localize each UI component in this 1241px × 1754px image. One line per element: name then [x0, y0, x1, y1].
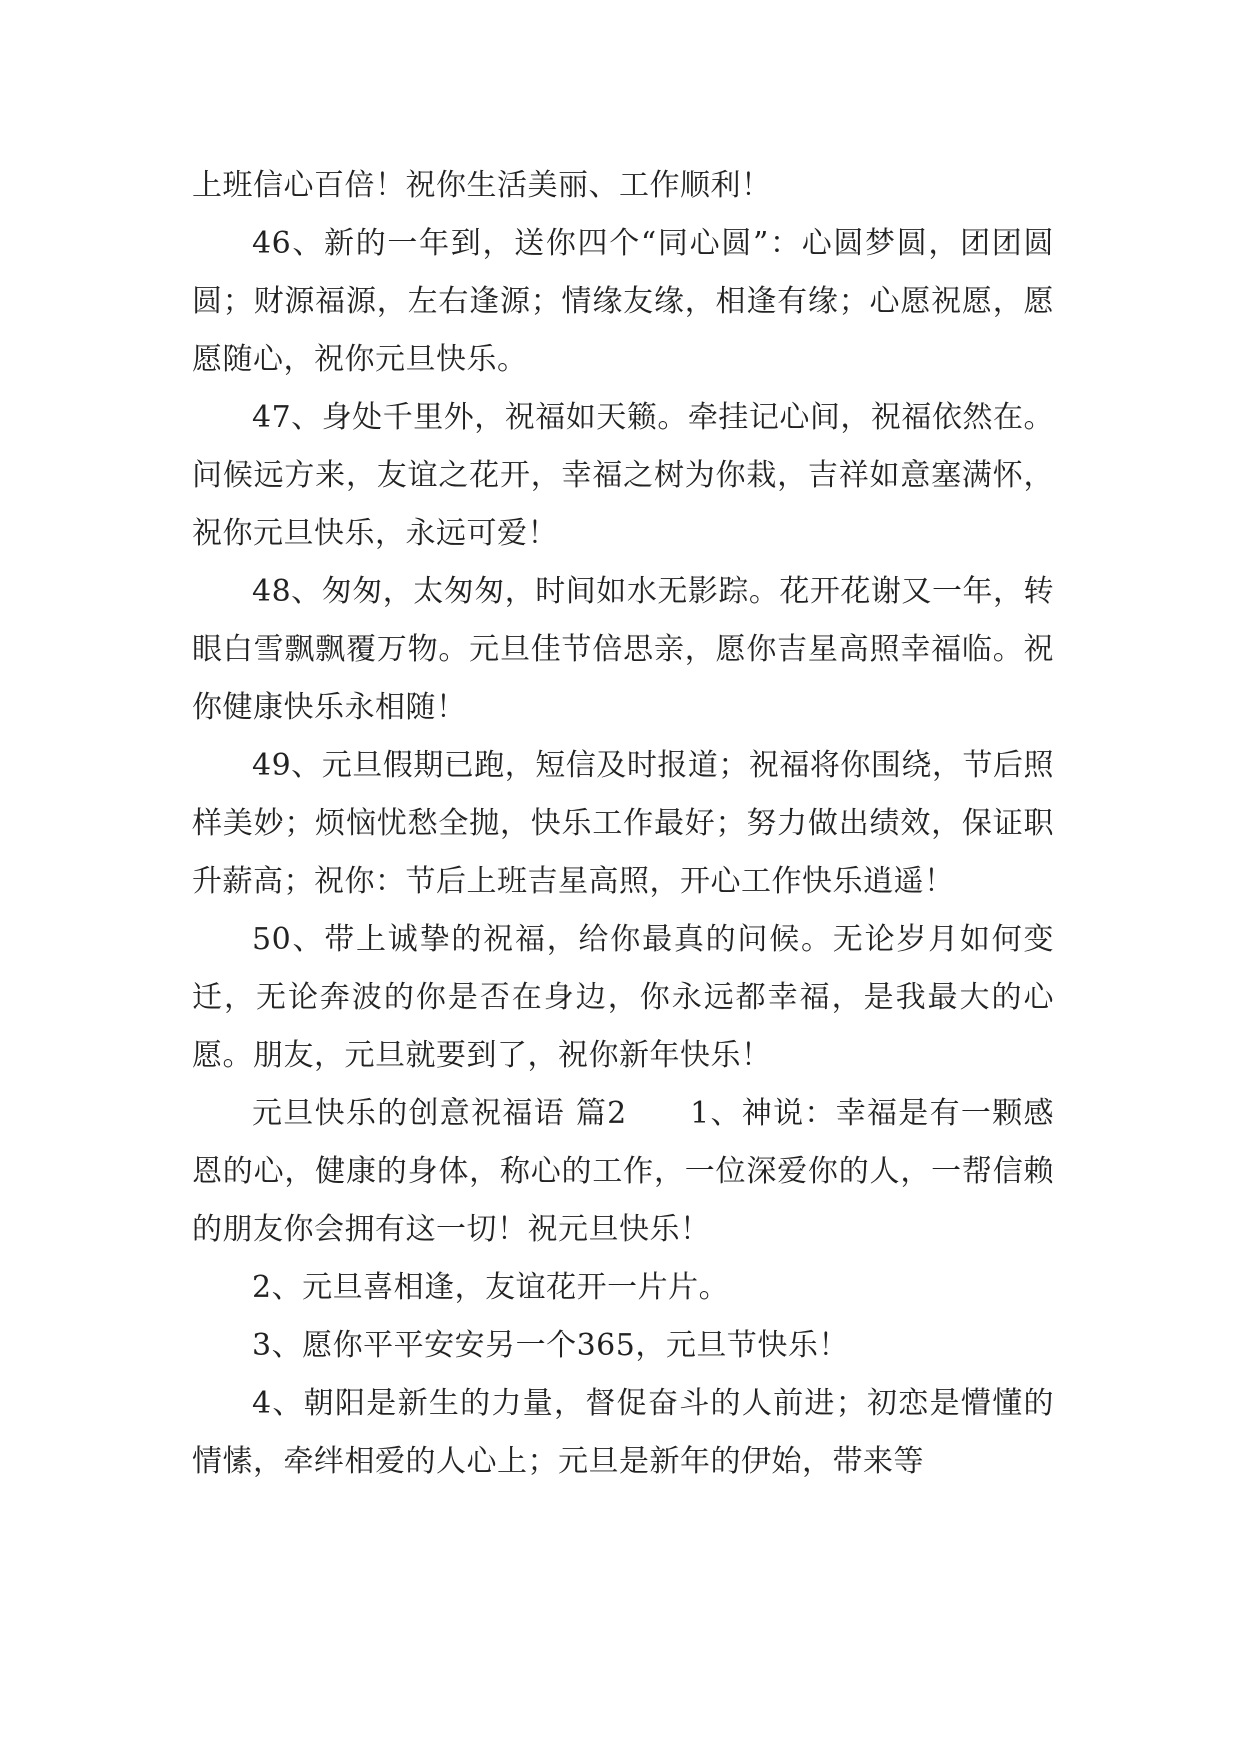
- paragraph: 46、新的一年到，送你四个“同心圆”：心圆梦圆，团团圆圆；财源福源，左右逢源；情缘友缘，相逢有缘；心愿祝愿，愿愿随心，祝你元旦快乐。: [192, 226, 1054, 377]
- paragraph: 47、身处千里外，祝福如天籁。牵挂记心间，祝福依然在。问候远方来，友谊之花开，幸福之树为你栽，吉祥如意塞满怀，祝你元旦快乐，永远可爱！: [192, 400, 1054, 551]
- paragraph: 50、带上诚挚的祝福，给你最真的问候。无论岁月如何变迁，无论奔波的你是否在身边，你永远都幸福，是我最大的心愿。朋友，元旦就要到了，祝你新年快乐！: [192, 922, 1054, 1073]
- paragraph: 4、朝阳是新生的力量，督促奋斗的人前进；初恋是懵懂的情愫，牵绊相爱的人心上；元旦是新年的伊始，带来等: [192, 1386, 1054, 1479]
- section-heading-paragraph: 元旦快乐的创意祝福语 篇2 1、神说：幸福是有一颗感恩的心，健康的身体，称心的工作，一位深爱你的人，一帮信赖的朋友你会拥有这一切！祝元旦快乐！: [192, 1096, 1054, 1247]
- paragraph: 49、元旦假期已跑，短信及时报道；祝福将你围绕，节后照样美妙；烦恼忧愁全抛，快乐工作最好；努力做出绩效，保证职升薪高；祝你：节后上班吉星高照，开心工作快乐逍遥！: [192, 748, 1054, 899]
- paragraph: 2、元旦喜相逢，友谊花开一片片。: [252, 1270, 730, 1305]
- paragraph: 3、愿你平平安安另一个365，元旦节快乐！: [252, 1328, 849, 1363]
- paragraph: 上班信心百倍！祝你生活美丽、工作顺利！: [192, 168, 772, 203]
- document-page: [192, 157, 1054, 1491]
- paragraph: 48、匆匆，太匆匆，时间如水无影踪。花开花谢又一年，转眼白雪飘飘覆万物。元旦佳节倍思亲，愿你吉星高照幸福临。祝你健康快乐永相随！: [192, 574, 1054, 725]
